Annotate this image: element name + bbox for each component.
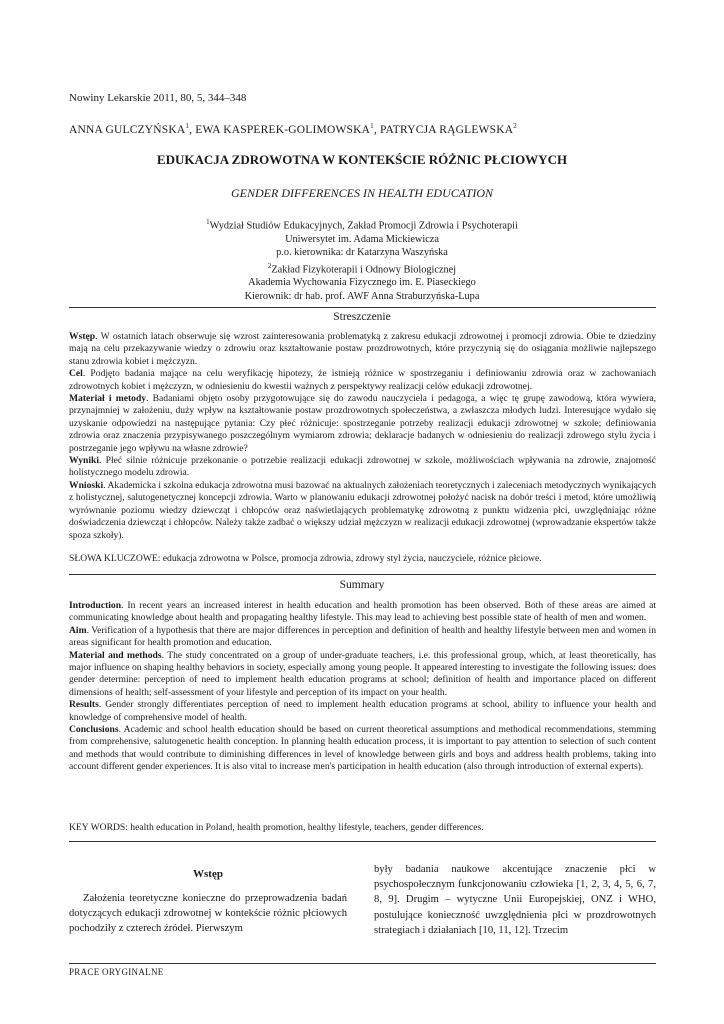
affiliation-line [0, 290, 724, 303]
english-keywords: KEY WORDS: health education in Poland, health promotion, healthy lifestyle, teachers, gender differences. [69, 822, 484, 833]
summary-body [69, 600, 656, 774]
intro-heading: Wstęp [193, 868, 223, 880]
streszczenie-body [69, 331, 656, 542]
affiliation-text: p.o. kierownika: dr Katarzyna Waszyńska [276, 247, 448, 259]
section-divider [69, 574, 656, 575]
paragraph-label: Material and methods [69, 649, 162, 661]
affiliation-line [0, 233, 724, 246]
author-name: PATRYCJA RĄGLEWSKA [380, 123, 514, 136]
footer-label: PRACE ORYGINALNE [69, 967, 164, 977]
paragraph-text: . Badaniami objęto osoby przygotowujące się do zawodu nauczyciela i pedagoga, a więc tę grupę zawodową, która wywiera, przynajmniej w założeniu, duży wpływ na kształtowanie postaw prozdrowotnych społeczeństwa, a zwłaszcza młodych ludzi. Interesujące wydało się uzyskanie odpowiedzi na następujące pytania: Czy płeć różnicuje: spostrzeganie potrzeby realizacji edukacji zdrowotnej w szkole; definiowania zdrowia oraz znaczenia przypisywanego poszczególnym wymiarom zdrowia; deklaracje badanych w odniesieniu do realizacji zdrowego stylu życia i postrzeganie jego wpływu na własne zdrowie? [69, 393, 656, 454]
affiliation-text: Wydział Studiów Edukacyjnych, Zakład Promocji Zdrowia i Psychoterapii [209, 220, 518, 232]
paragraph-text: . In recent years an increased interest in health education and health promotion has been observed. Both of these areas are aimed at communicating knowledge about health and propagating healthy lifestyle. This may lead to achieving best possible state of health of men and women. [69, 600, 656, 624]
section-divider [69, 841, 656, 842]
paragraph-text: . Płeć silnie różnicuje przekonanie o potrzebie realizacji edukacji zdrowotnej w szkole, możliwościach wpływania na zdrowie, znajomość holistycznego modelu zdrowia. [69, 455, 656, 479]
summary-heading: Summary [339, 579, 385, 591]
abstract-paragraph [69, 368, 656, 393]
polish-keywords: SŁOWA KLUCZOWE: edukacja zdrowotna w Polsce, promocja zdrowia, zdrowy styl życia, nauczyciele, różnice płciowe. [69, 553, 542, 564]
author-list [69, 122, 517, 136]
abstract-paragraph [69, 724, 656, 774]
right-column [374, 862, 656, 938]
footer-divider [69, 963, 656, 964]
journal-citation: Nowiny Lekarskie 2011, 80, 5, 344–348 [69, 92, 247, 104]
left-column [69, 868, 347, 937]
abstract-paragraph [69, 331, 656, 368]
paragraph-text: . Podjęto badania mające na celu weryfikację hipotezy, że istnieją różnice w spostrzeganiu i definiowaniu zdrowia oraz w zachowaniach zdrowotnych kobiet i mężczyzn, w odniesieniu do kwestii ważnych z perspektywy realizacji celów edukacji zdrowotnej. [69, 368, 656, 392]
abstract-paragraph [69, 625, 656, 650]
affiliation-line [0, 276, 724, 289]
paragraph-text: . Verification of a hypothesis that there are major differences in perception and definition of health and healthy lifestyle between men and women in areas significant for health promotion and education. [69, 624, 656, 649]
paragraph-text: . Gender strongly differentiates perception of need to implement health education programs at school, ability to influence your health and knowledge of comprehensive model of health. [69, 699, 656, 723]
author-affiliation-mark: 2 [513, 122, 517, 130]
author-separator: , [373, 123, 380, 136]
abstract-paragraph [69, 480, 656, 542]
paragraph-label: Aim [69, 624, 87, 636]
paragraph-text: . Academic and school health education should be based on current theoretical assumptions and methodical recommendations, stemming from comprehensive, salutogenetic health conception. In planning health education process, it is important to pay attention to selection of such content and methods that would contribute to diminishing differences in level of knowledge between girls and boys and address health problems, taking into account different gender experiences. It is also vital to increase men's participation in health education (also through introduction of external experts). [69, 724, 656, 773]
article-subtitle: GENDER DIFFERENCES IN HEALTH EDUCATION [231, 186, 493, 200]
author-name: EWA KASPEREK-GOLIMOWSKA [195, 123, 371, 136]
abstract-paragraph [69, 393, 656, 455]
affiliation-text: Uniwersytet im. Adama Mickiewicza [285, 233, 439, 245]
affiliation-line [0, 260, 724, 277]
paragraph-label: Wnioski [69, 479, 104, 491]
article-title: EDUKACJA ZDROWOTNA W KONTEKŚCIE RÓŻNIC PŁCIOWYCH [156, 152, 568, 167]
paragraph-label: Wyniki [69, 455, 100, 467]
section-divider [69, 307, 656, 308]
author-separator: , [189, 123, 196, 136]
paragraph-text: . W ostatnich latach obserwuje się wzrost zainteresowania problematyką z zakresu edukacji zdrowotnej i promocji zdrowia. Obie te dziedziny mają na celu przekazywanie wiedzy o zdrowiu oraz kształtowanie postaw prozdrowotnych, które przyczynią się do osiągania możliwie najlepszego stanu zdrowia kobiet i mężczyzn. [69, 331, 656, 367]
streszczenie-heading: Streszczenie [333, 311, 391, 323]
paragraph-text: . Akademicka i szkolna edukacja zdrowotna musi bazować na aktualnych założeniach teoretycznych i zaleceniach metodycznych wynikających z holistycznej, salutogenetycznej koncepcji zdrowia. Warto w planowaniu edukacji zdrowotnej położyć nacisk na dobór treści i metod, które umożliwią wyrównanie poziomu wiedzy dziewcząt i chłopców oraz naświetlających problematykę zdrowotną z punktu widzenia płci, uwzględniając różne doświadczenia dziewcząt i chłopców. Należy także zadbać o większy udział mężczyzn w realizacji edukacji zdrowotnej (wprowadzanie ekspertów także spoza szkoły). [69, 479, 656, 541]
affiliation-line [0, 216, 724, 233]
paragraph-label: Results [69, 699, 99, 711]
abstract-paragraph [69, 650, 656, 700]
affiliation-text: Zakład Fizykoterapii i Odnowy Biologicznej [271, 264, 457, 276]
paragraph-label: Cel [69, 368, 83, 380]
affiliation-text: Akademia Wychowania Fizycznego im. E. Piaseckiego [248, 277, 476, 289]
abstract-paragraph [69, 600, 656, 625]
author-affiliation-mark: 1 [370, 122, 374, 130]
paragraph-label: Conclusions [69, 724, 119, 736]
affiliation-line [0, 246, 724, 259]
body-paragraph: były badania naukowe akcentujące znaczenie płci w psychospołecznym funkcjonowaniu człowieka [1, 2, 3, 4, 5, 6, 7, 8, 9]. Drugim – wytyczne Unii Europejskiej, ONZ i WHO, postulujące konieczność uwzględnienia płci w prozdrowotnych strategiach i działaniach [10, 11, 12]. Trzecim [374, 864, 656, 936]
body-paragraph: Założenia teoretyczne konieczne do przeprowadzenia badań dotyczących edukacji zdrowotnej w kontekście różnic płciowych pochodziły z czterech źródeł. Pierwszym [69, 893, 347, 935]
paragraph-text: . The study concentrated on a group of under-graduate teachers, i.e. this professional group, which, at least theoretically, has major influence on shaping healthy behaviors in society, especially among young people. It appeared interesting to investigate the following issues: does gender determine: perception of need to implement health education programs at school; definition of health and importance placed on different dimensions of health; self-assessment of your lifestyle and perception of its impact on your health. [69, 649, 657, 698]
abstract-paragraph [69, 455, 656, 480]
affiliation-text: Kierownik: dr hab. prof. AWF Anna Straburzyńska-Lupa [244, 290, 480, 302]
affiliation-mark: 2 [267, 261, 272, 270]
author-name: ANNA GULCZYŃSKA [69, 123, 186, 136]
affiliation-mark: 1 [206, 218, 210, 226]
paragraph-label: Introduction [69, 600, 122, 611]
abstract-paragraph [69, 699, 656, 724]
affiliations [0, 216, 724, 303]
author-affiliation-mark: 1 [185, 122, 190, 130]
paragraph-label: Materiał i metody [69, 393, 147, 405]
paragraph-label: Wstęp [69, 331, 96, 342]
